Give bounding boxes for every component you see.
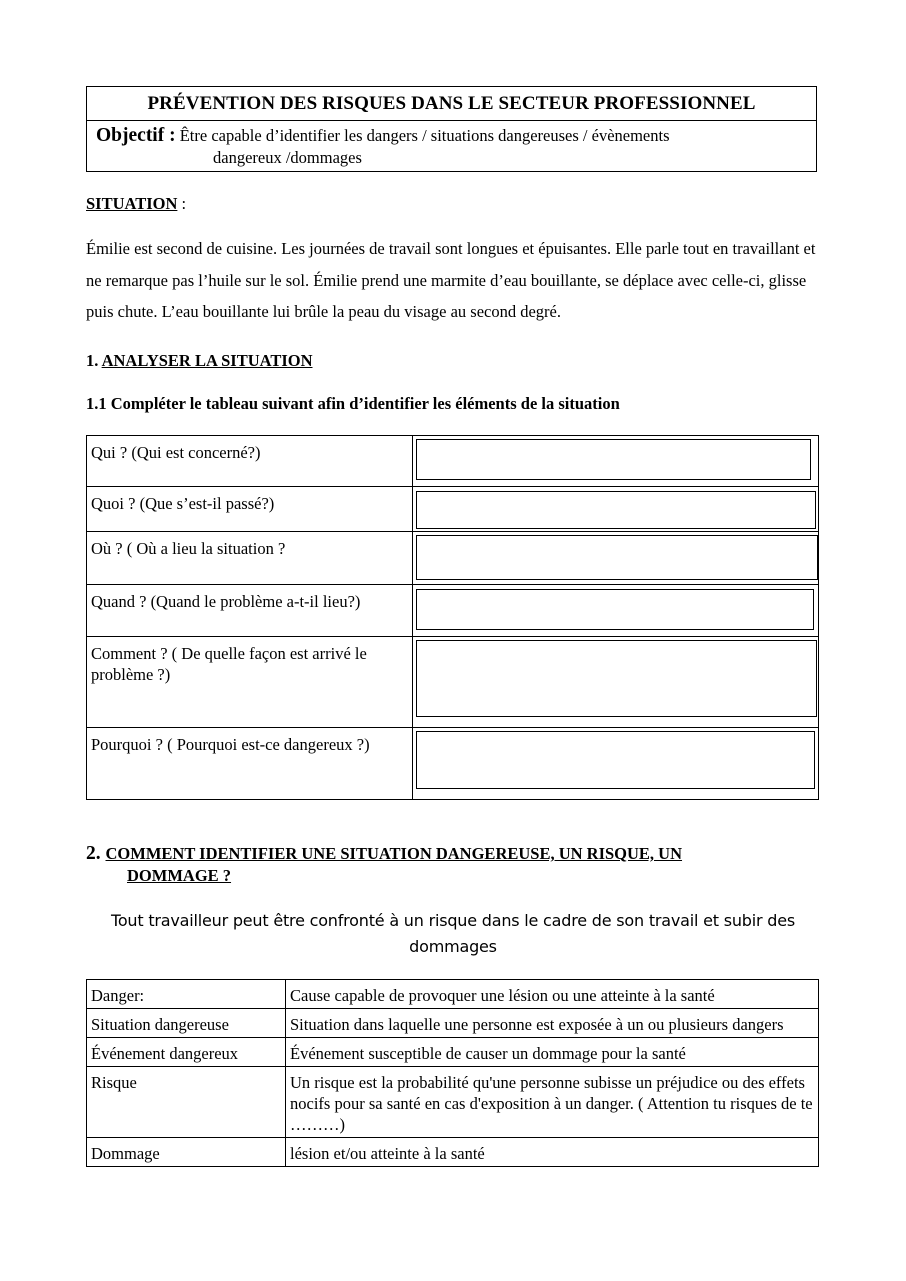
section1-title: ANALYSER LA SITUATION [101, 351, 313, 370]
section2-number: 2. [86, 843, 106, 864]
term-cell: Risque [87, 1067, 286, 1138]
table-row [87, 1009, 819, 1038]
definition-cell: Situation dans laquelle une personne est exposée à un ou plusieurs dangers [286, 1009, 819, 1038]
title-box [86, 86, 817, 172]
section1-number: 1. [86, 351, 102, 370]
table-row [87, 436, 819, 487]
table-row [87, 585, 819, 637]
table-row [87, 1038, 819, 1067]
definition-cell: Événement susceptible de causer un dommage pour la santé [286, 1038, 819, 1067]
answer-box-comment[interactable] [416, 640, 817, 717]
answer-cell [413, 728, 819, 800]
term-cell: Situation dangereuse [87, 1009, 286, 1038]
answer-cell [413, 585, 819, 637]
section2-heading [86, 843, 682, 887]
definitions-table [86, 979, 819, 1167]
term-cell: Danger: [87, 980, 286, 1009]
section2-title-line1: COMMENT IDENTIFIER UNE SITUATION DANGEREUSE, UN RISQUE, UN [105, 844, 683, 863]
situation-colon: : [177, 194, 187, 213]
situation-heading [86, 194, 186, 214]
document-title: PRÉVENTION DES RISQUES DANS LE SECTEUR PROFESSIONNEL [87, 87, 816, 121]
answer-cell [413, 532, 819, 585]
question-cell: Pourquoi ? ( Pourquoi est-ce dangereux ?) [87, 728, 413, 800]
answer-box-pourquoi[interactable] [416, 731, 815, 789]
definition-cell: Cause capable de provoquer une lésion ou une atteinte à la santé [286, 980, 819, 1009]
objective-text-line2: dangereux /dommages [213, 148, 362, 167]
section2-intro: Tout travailleur peut être confronté à un risque dans le cadre de son travail et subir des dommages [110, 911, 796, 956]
section2-title-line2: DOMMAGE ? [127, 866, 232, 885]
table-row [87, 1138, 819, 1167]
question-cell: Où ? ( Où a lieu la situation ? [87, 532, 413, 585]
definition-cell: lésion et/ou atteinte à la santé [286, 1138, 819, 1167]
answer-box-quoi[interactable] [416, 491, 816, 529]
question-cell: Quoi ? (Que s’est-il passé?) [87, 487, 413, 532]
answer-box-qui[interactable] [416, 439, 811, 480]
situation-text: Émilie est second de cuisine. Les journées de travail sont longues et épuisantes. Elle parle tout en travaillant et ne remarque pas l’huile sur le sol. Émilie prend une marmite d’eau bouillante, se déplace avec celle-ci, glisse puis chute. L’eau bouillante lui brûle la peau du visage au second degré. [86, 239, 816, 321]
table-row [87, 980, 819, 1009]
answer-box-ou[interactable] [416, 535, 818, 580]
table-row [87, 728, 819, 800]
answer-cell [413, 436, 819, 487]
answer-cell [413, 637, 819, 728]
objective [96, 125, 810, 169]
term-cell: Événement dangereux [87, 1038, 286, 1067]
table-row [87, 487, 819, 532]
analysis-table [86, 435, 819, 800]
question-cell: Comment ? ( De quelle façon est arrivé le problème ?) [87, 637, 413, 728]
answer-cell [413, 487, 819, 532]
section1-subheading: 1.1 Compléter le tableau suivant afin d’identifier les éléments de la situation [86, 394, 620, 413]
question-cell: Qui ? (Qui est concerné?) [87, 436, 413, 487]
question-cell: Quand ? (Quand le problème a-t-il lieu?) [87, 585, 413, 637]
table-row [87, 637, 819, 728]
table-row [87, 1067, 819, 1138]
objective-label: Objectif : [96, 125, 176, 146]
answer-box-quand[interactable] [416, 589, 814, 630]
section1-heading [86, 351, 313, 371]
definition-cell: Un risque est la probabilité qu'une personne subisse un préjudice ou des effets nocifs pour sa santé en cas d'exposition à un danger. ( Attention tu risques de te ………) [286, 1067, 819, 1138]
situation-heading-text: SITUATION [86, 194, 178, 213]
objective-text-line1: Être capable d’identifier les dangers / situations dangereuses / évènements [175, 126, 670, 145]
term-cell: Dommage [87, 1138, 286, 1167]
table-row [87, 532, 819, 585]
